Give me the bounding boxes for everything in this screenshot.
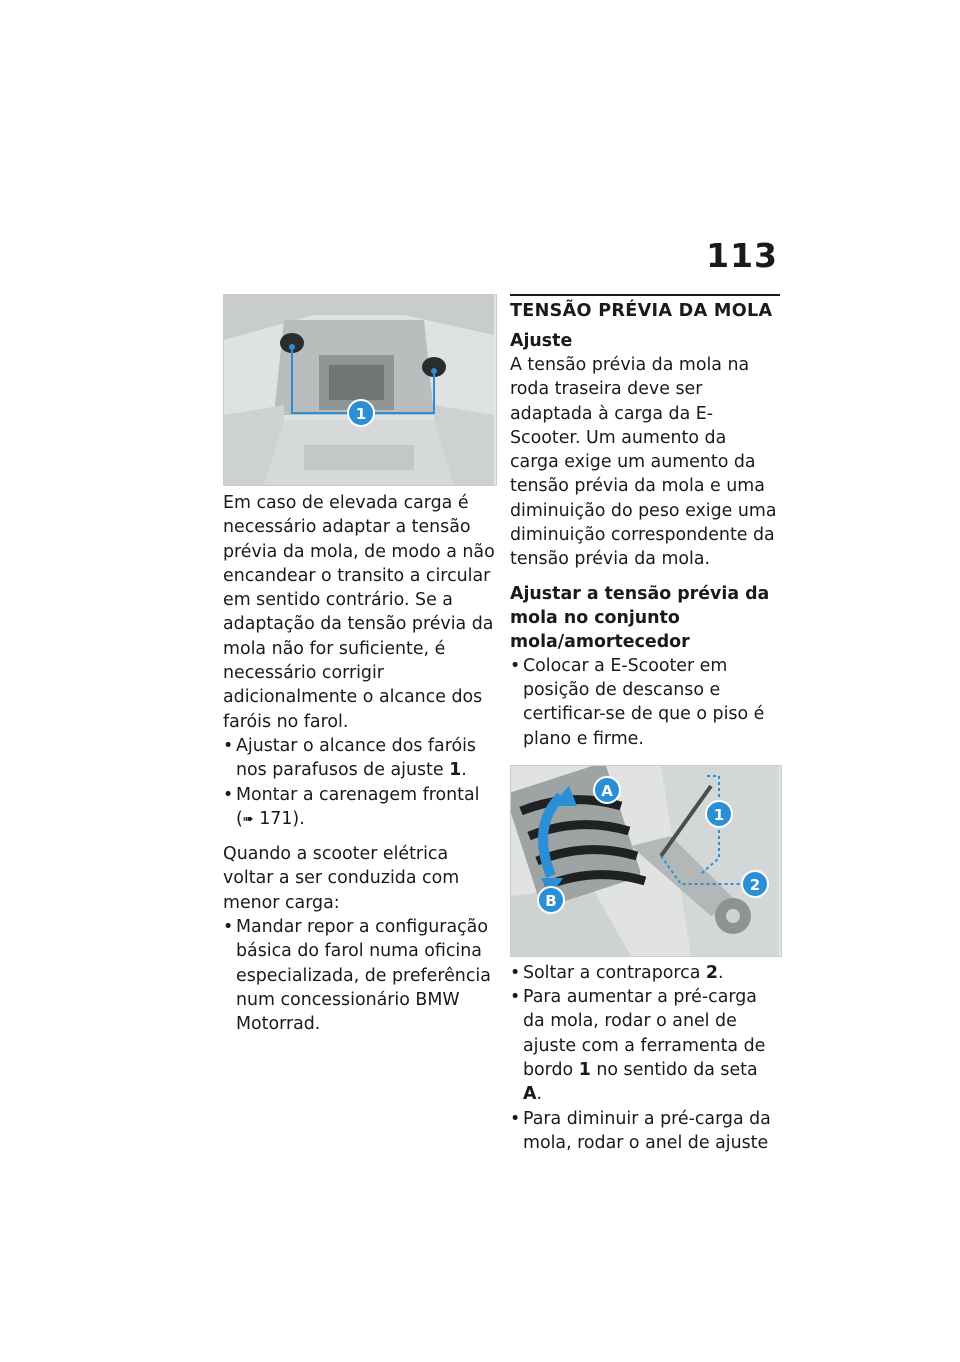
- intro-paragraph: Em caso de elevada carga é necessário adaptar a tensão prévia da mola, de modo a não encandear o transito a circular em sentido contrário. Se a adaptação da tensão prévia da mola não for suficiente, é necessário corrigir adicionalmente o alcance dos faróis no farol.: [223, 493, 495, 732]
- list-item: • Colocar a E-Scooter em posição de descanso e certificar-se de que o piso é plano e firme.: [510, 654, 780, 751]
- adjustment-paragraph: A tensão prévia da mola na roda traseira deve ser adaptada à carga da E-Scooter. Um aumento da carga exige um aumento da tensão prévia da mola e uma diminuição do peso exige uma diminuição correspondente da tensão prévia da mola.: [510, 355, 777, 570]
- list-item: • Mandar repor a configuração básica do farol numa oficina especializada, de preferência num concessionário BMW Motorrad.: [223, 915, 495, 1036]
- list-item: • Para aumentar a pré-carga da mola, rodar o anel de ajuste com a ferramenta de bordo 1 no sentido da seta A.: [510, 985, 780, 1106]
- right-column: [510, 294, 780, 1155]
- callout-2: [742, 871, 768, 897]
- section-title: TENSÃO PRÉVIA DA MOLA: [510, 301, 773, 321]
- list-item: • Para diminuir a pré-carga da mola, rodar o anel de ajuste: [510, 1107, 780, 1156]
- spring-steps-list: [510, 961, 780, 1155]
- reduced-load-paragraph: Quando a scooter elétrica voltar a ser conduzida com menor carga:: [223, 844, 460, 913]
- left-column: [223, 294, 495, 1037]
- spring-illustration: [511, 766, 779, 956]
- callout-b: [538, 887, 564, 913]
- spring-preload-figure: [510, 765, 782, 957]
- callout-a: [594, 777, 620, 803]
- svg-text:2: 2: [749, 875, 761, 894]
- reset-steps-list: [223, 915, 495, 1036]
- callout-1: [348, 400, 374, 426]
- section-divider: [510, 294, 780, 296]
- page-number: 113: [706, 236, 778, 275]
- svg-text:1: 1: [713, 805, 725, 824]
- preparation-list: [510, 654, 780, 751]
- page-reference-arrow-icon: ➠: [242, 811, 254, 827]
- list-item: • Soltar a contraporca 2.: [510, 961, 780, 985]
- procedure-title: Ajustar a tensão prévia da mola no conjunto mola/amortecedor: [510, 583, 770, 652]
- svg-text:B: B: [545, 891, 557, 910]
- headlight-steps-list: [223, 734, 495, 832]
- subsection-title: Ajuste: [510, 331, 573, 351]
- svg-text:A: A: [601, 781, 613, 800]
- list-item: • Montar a carenagem frontal (➠ 171).: [223, 783, 495, 833]
- headlight-illustration: [224, 295, 494, 485]
- list-item: • Ajustar o alcance dos faróis nos parafusos de ajuste 1.: [223, 734, 495, 783]
- headlight-adjustment-figure: [223, 294, 497, 486]
- callout-1: [706, 801, 732, 827]
- svg-text:1: 1: [355, 405, 367, 423]
